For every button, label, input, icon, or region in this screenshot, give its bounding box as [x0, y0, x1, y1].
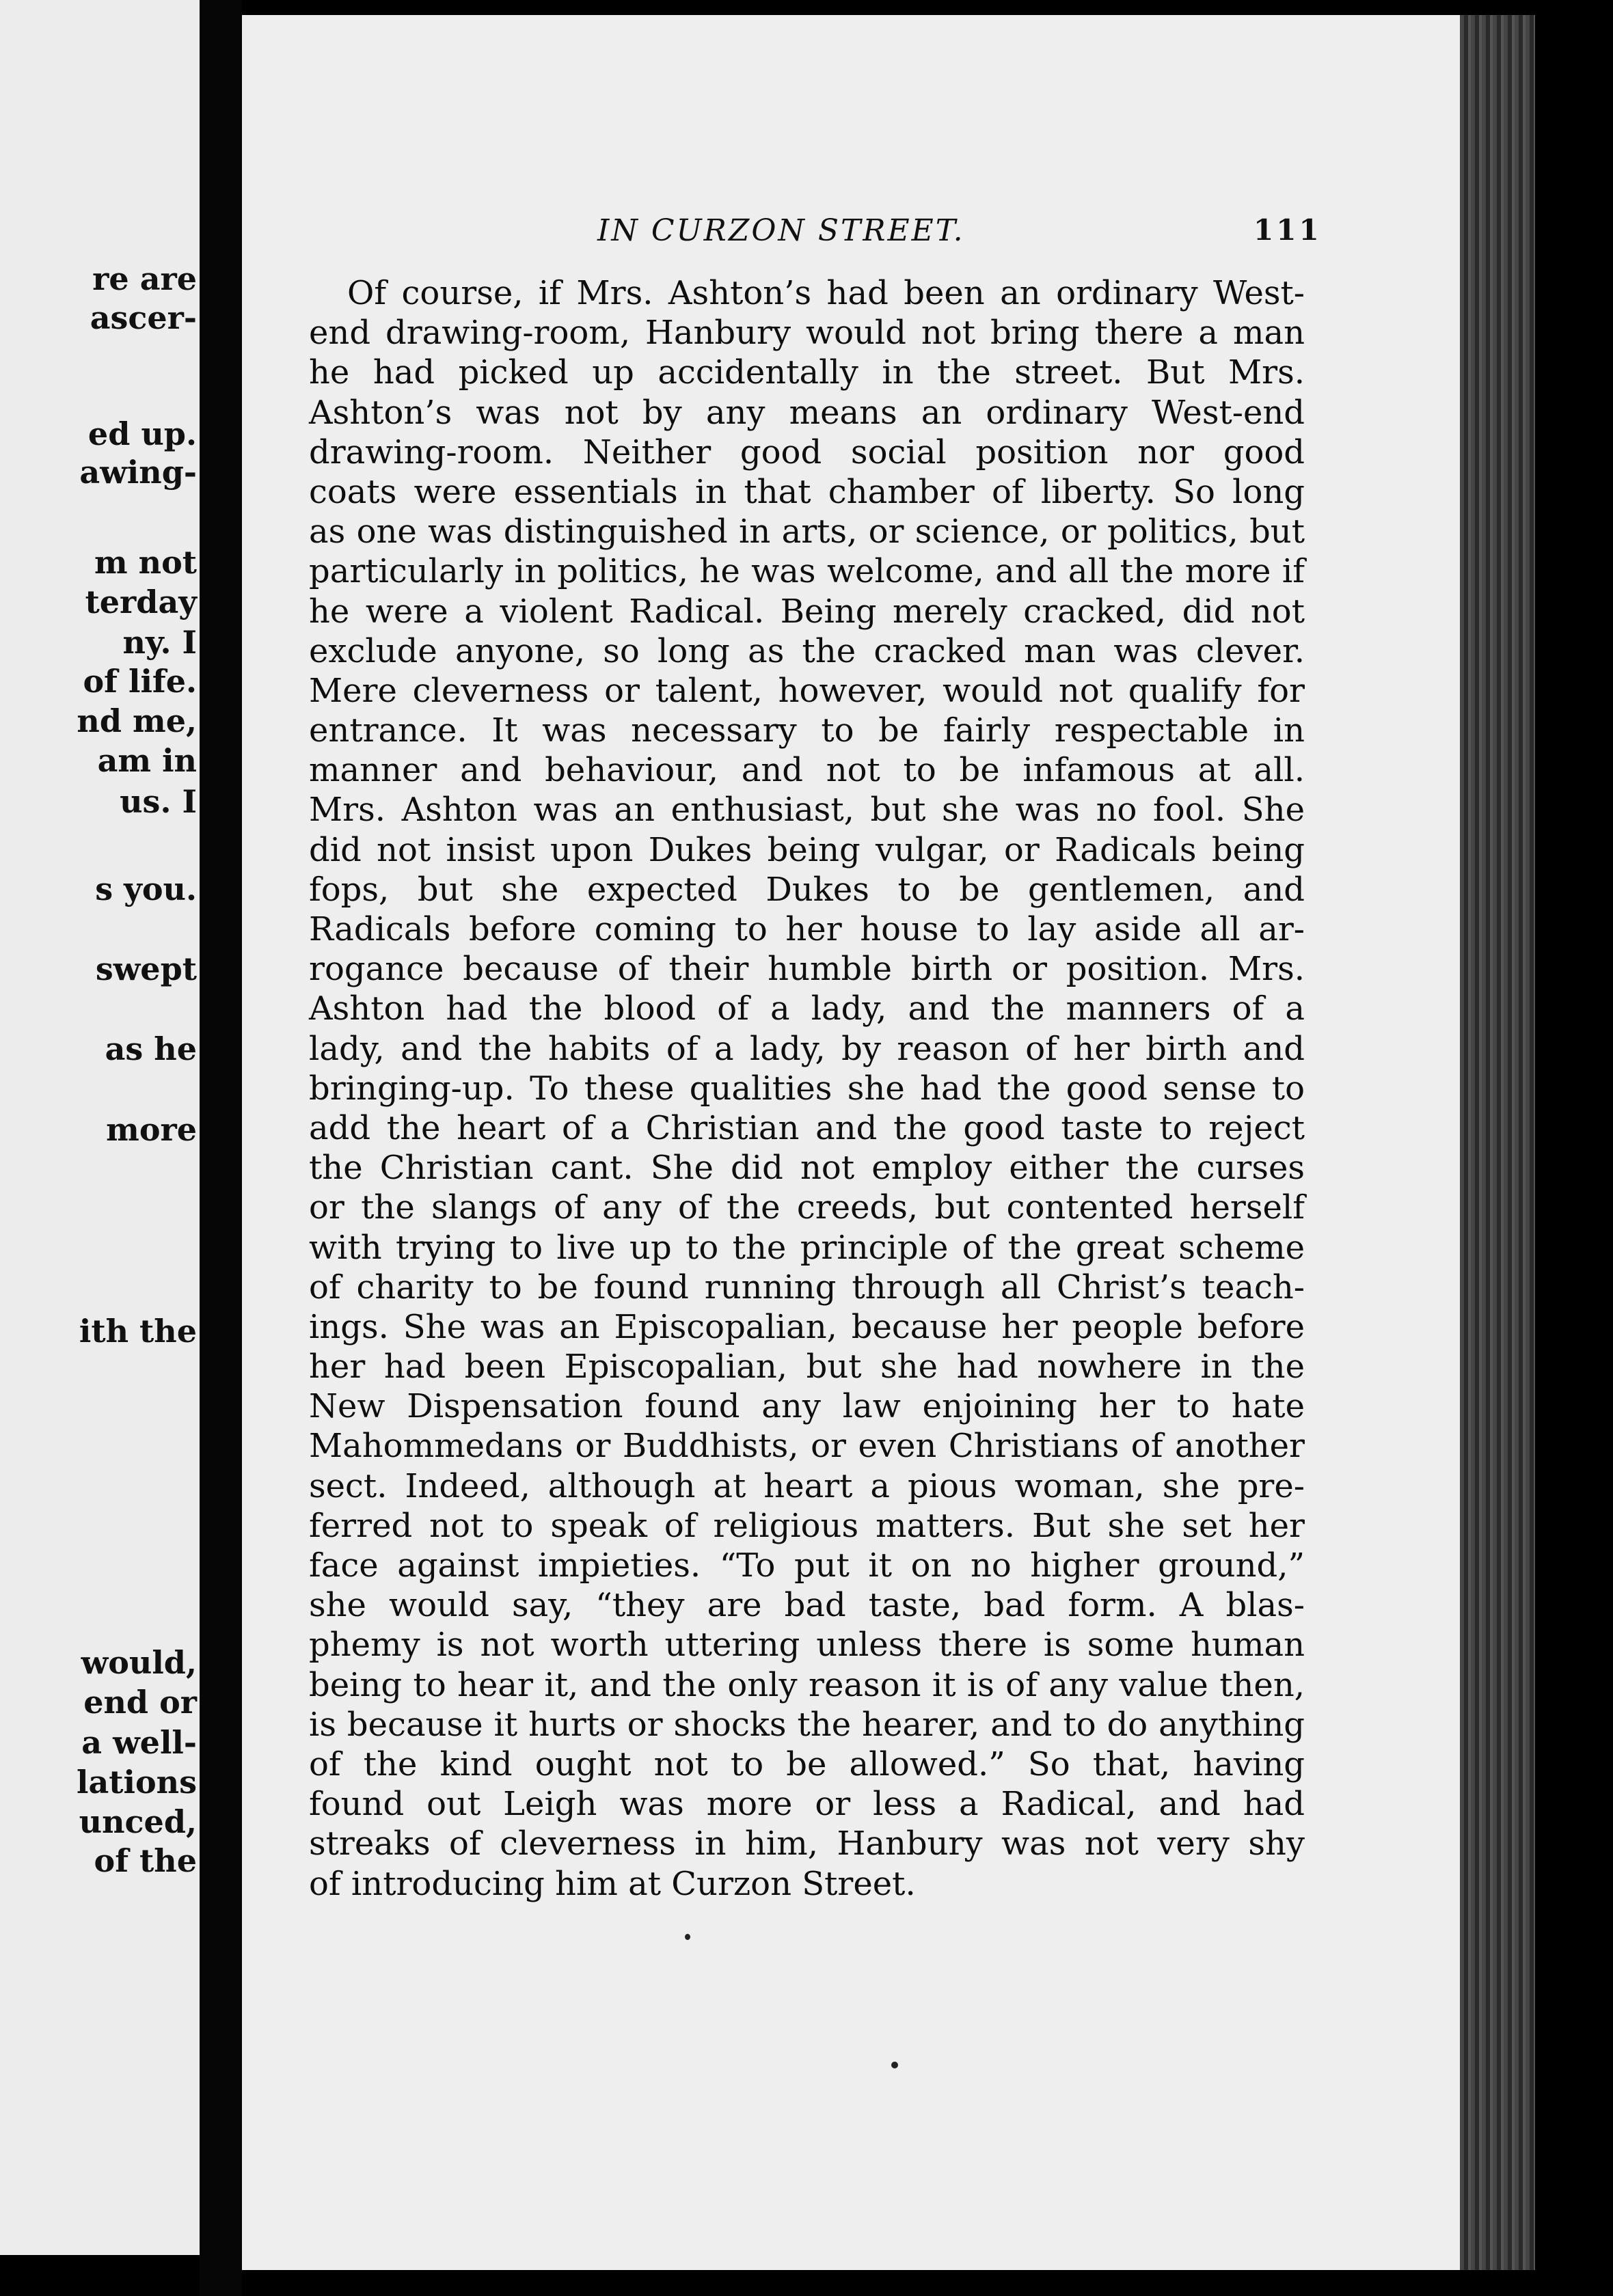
text-line: Mere cleverness or talent, however, would not qualify for — [309, 671, 1305, 710]
facing-page-fragment: nd me, — [77, 702, 197, 739]
facing-page-fragment: a well- — [81, 1724, 197, 1761]
facing-page-fragment: awing- — [79, 454, 197, 491]
text-line: did not insist upon Dukes being vulgar, or Radicals being — [309, 830, 1305, 869]
text-line: phemy is not worth uttering unless there is some human — [309, 1626, 1305, 1665]
text-line: manner and behaviour, and not to be infamous at all. — [309, 751, 1305, 790]
text-line: he were a violent Radical. Being merely cracked, did not — [309, 592, 1305, 631]
text-line: lady, and the habits of a lady, by reason of her birth and — [309, 1029, 1305, 1068]
facing-page-fragment: re are — [92, 260, 197, 297]
body-text — [309, 273, 1305, 1904]
text-line: entrance. It was necessary to be fairly respectable in — [309, 711, 1305, 750]
facing-page-fragment: as he — [105, 1030, 197, 1067]
facing-page-left — [0, 0, 200, 2255]
book-gutter — [200, 0, 242, 2296]
text-line: ings. She was an Episcopalian, because her people before — [309, 1307, 1305, 1346]
text-line: Of course, if Mrs. Ashton’s had been an ordinary West- — [347, 274, 1305, 312]
facing-page-fragment: m not — [94, 544, 197, 581]
text-line: of introducing him at Curzon Street. — [309, 1864, 916, 1903]
text-line: particularly in politics, he was welcome, and all the more if — [309, 552, 1305, 591]
facing-page-fragment: ascer- — [90, 299, 197, 336]
text-line: rogance because of their humble birth or position. Mrs. — [309, 950, 1305, 989]
text-line: add the heart of a Christian and the good taste to reject — [309, 1108, 1305, 1147]
text-line: face against impieties. “To put it on no higher ground,” — [309, 1546, 1305, 1585]
facing-page-fragment: terday — [85, 584, 197, 620]
text-line: Radicals before coming to her house to lay aside all ar- — [309, 910, 1305, 948]
facing-page-fragment: of the — [94, 1842, 197, 1879]
facing-page-fragment: lations — [76, 1764, 197, 1801]
ink-speck — [685, 1934, 690, 1940]
text-line: Ashton’s was not by any means an ordinary West-end — [309, 393, 1305, 432]
text-line: as one was distinguished in arts, or science, or politics, but — [309, 512, 1305, 551]
text-line: or the slangs of any of the creeds, but contented herself — [309, 1188, 1305, 1227]
text-line: he had picked up accidentally in the street. But Mrs. — [309, 353, 1305, 392]
text-line: fops, but she expected Dukes to be gentlemen, and — [309, 870, 1305, 909]
text-line: sect. Indeed, although at heart a pious woman, she pre- — [309, 1466, 1305, 1505]
text-line: ferred not to speak of religious matters. But she set her — [309, 1506, 1305, 1545]
text-line: found out Leigh was more or less a Radical, and had — [309, 1785, 1305, 1824]
text-line: exclude anyone, so long as the cracked man was clever. — [309, 631, 1305, 670]
running-head: IN CURZON STREET. — [597, 213, 965, 248]
text-line: end drawing-room, Hanbury would not bring there a man — [309, 314, 1305, 353]
text-line: Mrs. Ashton was an enthusiast, but she was no fool. She — [309, 791, 1305, 830]
text-line: the Christian cant. She did not employ either the curses — [309, 1149, 1305, 1188]
facing-page-fragment: more — [106, 1111, 197, 1148]
facing-page-fragment: swept — [95, 951, 197, 987]
book-page — [242, 15, 1535, 2270]
facing-page-fragment: ed up. — [87, 415, 197, 452]
ink-speck — [891, 2062, 898, 2068]
text-line: streaks of cleverness in him, Hanbury was not very shy — [309, 1824, 1305, 1863]
text-line: her had been Episcopalian, but she had nowhere in the — [309, 1348, 1305, 1386]
facing-page-fragment: ny. I — [122, 624, 197, 661]
text-line: with trying to live up to the principle of the great scheme — [309, 1228, 1305, 1267]
page-edge-stack — [1460, 15, 1535, 2270]
facing-page-fragment: unced, — [79, 1803, 197, 1840]
text-line: drawing-room. Neither good social position nor good — [309, 433, 1305, 472]
text-line: bringing-up. To these qualities she had the good sense to — [309, 1069, 1305, 1108]
text-line: is because it hurts or shocks the hearer, and to do anything — [309, 1705, 1305, 1744]
facing-page-fragment: ith the — [79, 1313, 197, 1350]
facing-page-fragment: s you. — [95, 871, 197, 907]
text-line: Mahommedans or Buddhists, or even Christians of another — [309, 1427, 1305, 1466]
facing-page-fragment: would, — [81, 1644, 197, 1681]
text-line: Ashton had the blood of a lady, and the manners of a — [309, 989, 1305, 1028]
text-line: of the kind ought not to be allowed.” So that, having — [309, 1745, 1305, 1784]
text-line: being to hear it, and the only reason it is of any value then, — [309, 1665, 1305, 1704]
text-line: of charity to be found running through all Christ’s teach- — [309, 1268, 1305, 1307]
facing-page-fragment: of life. — [83, 663, 197, 700]
page-number: 111 — [1253, 213, 1322, 247]
text-line: coats were essentials in that chamber of liberty. So long — [309, 472, 1305, 511]
text-line: New Dispensation found any law enjoining her to hate — [309, 1387, 1305, 1426]
facing-page-fragment: am in — [97, 742, 197, 779]
text-line: she would say, “they are bad taste, bad form. A blas- — [309, 1586, 1305, 1625]
facing-page-fragment: end or — [83, 1684, 197, 1721]
facing-page-fragment: us. I — [120, 783, 197, 820]
